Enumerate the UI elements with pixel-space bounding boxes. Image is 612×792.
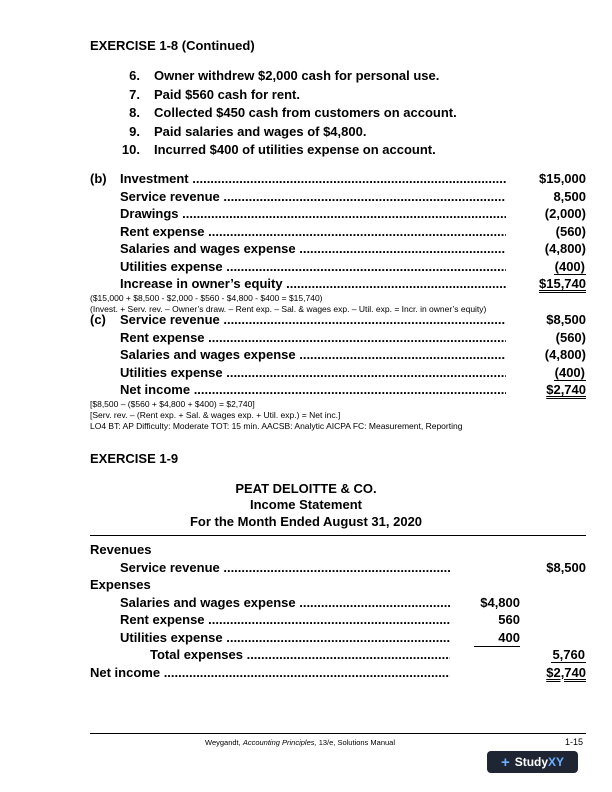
statement-total-row: Net income ..... $2,740 — [90, 664, 586, 682]
statement-row: Rent expense ..... 560 — [90, 611, 586, 629]
ledger-total-row: Increase in owner’s equity ..... $15,740 — [90, 275, 586, 293]
formula-note: [Serv. rev. – (Rent exp. + Sal. & wages exp. + Util. exp.) = Net inc.] — [90, 409, 341, 420]
exercise-title: EXERCISE 1-9 — [90, 451, 179, 466]
statement-period: For the Month Ended August 31, 2020 — [189, 514, 423, 529]
section-heading: Revenues — [90, 542, 152, 557]
list-item: 9. Paid salaries and wages of $4,800. — [129, 123, 367, 139]
ledger-row: Utilities expense ..... (400) — [90, 364, 586, 382]
list-item: 10. Incurred $400 of utilities expense on account. — [121, 142, 436, 157]
page-number: 1-15 — [565, 737, 584, 747]
part-b-ledger — [90, 170, 586, 315]
plus-icon: + — [500, 753, 510, 771]
learning-objective-note: LO4 BT: AP Difficulty: Moderate TOT: 15 min. AACSB: Analytic AICPA FC: Measurement, Reporting — [90, 420, 463, 431]
page-title: EXERCISE 1-8 (Continued) — [90, 38, 255, 53]
statement-row: Service revenue ..... $8,500 — [90, 559, 586, 577]
part-c-ledger — [90, 311, 586, 432]
footer-divider — [90, 733, 586, 734]
company-name: PEAT DELOITTE & CO. — [235, 481, 377, 496]
ledger-row: Salaries and wages expense ..... (4,800) — [90, 346, 586, 364]
ledger-row: Salaries and wages expense ..... (4,800) — [90, 240, 586, 258]
footer-citation: Weygandt, Accounting Principles, 13/e, Solutions Manual — [205, 738, 395, 747]
statement-row: Utilities expense ..... 400 — [90, 629, 586, 647]
formula-note: ($15,000 + $8,500 - $2,000 - $560 - $4,800 - $400 = $15,740) — [90, 292, 323, 303]
ledger-row: Utilities expense ..... (400) — [90, 258, 586, 276]
statement-row: Total expenses ..... 5,760 — [90, 646, 586, 664]
ledger-row: Rent expense ..... (560) — [90, 329, 586, 347]
ledger-row: Service revenue ..... 8,500 — [90, 188, 586, 206]
list-item: 6. Owner withdrew $2,000 cash for personal use. — [129, 68, 440, 83]
formula-note: (Invest. + Serv. rev. – Owner’s draw. – Rent exp. – Sal. & wages exp. – Util. exp. = Incr. in owner’s equity) — [90, 303, 487, 314]
transaction-list — [118, 68, 457, 161]
statement-title: Income Statement — [250, 497, 362, 512]
list-item: 7. Paid $560 cash for rent. — [129, 86, 300, 102]
ledger-row: (c) Service revenue ..... $8,500 — [90, 311, 586, 329]
list-item: 8. Collected $450 cash from customers on account. — [129, 105, 457, 120]
header-divider — [90, 535, 586, 536]
statement-row: Salaries and wages expense ..... $4,800 — [90, 594, 586, 612]
ledger-row: Rent expense ..... (560) — [90, 223, 586, 241]
formula-note: [$8,500 – ($560 + $4,800 + $400) = $2,740] — [90, 398, 255, 409]
ledger-row: Drawings ..... (2,000) — [90, 205, 586, 223]
ledger-total-row: Net income ..... $2,740 — [90, 381, 586, 399]
studyxy-logo[interactable]: + Study XY — [487, 751, 578, 773]
income-statement — [90, 541, 586, 681]
ledger-row: (b) Investment ..... $15,000 — [90, 170, 586, 188]
section-heading: Expenses — [90, 577, 151, 592]
